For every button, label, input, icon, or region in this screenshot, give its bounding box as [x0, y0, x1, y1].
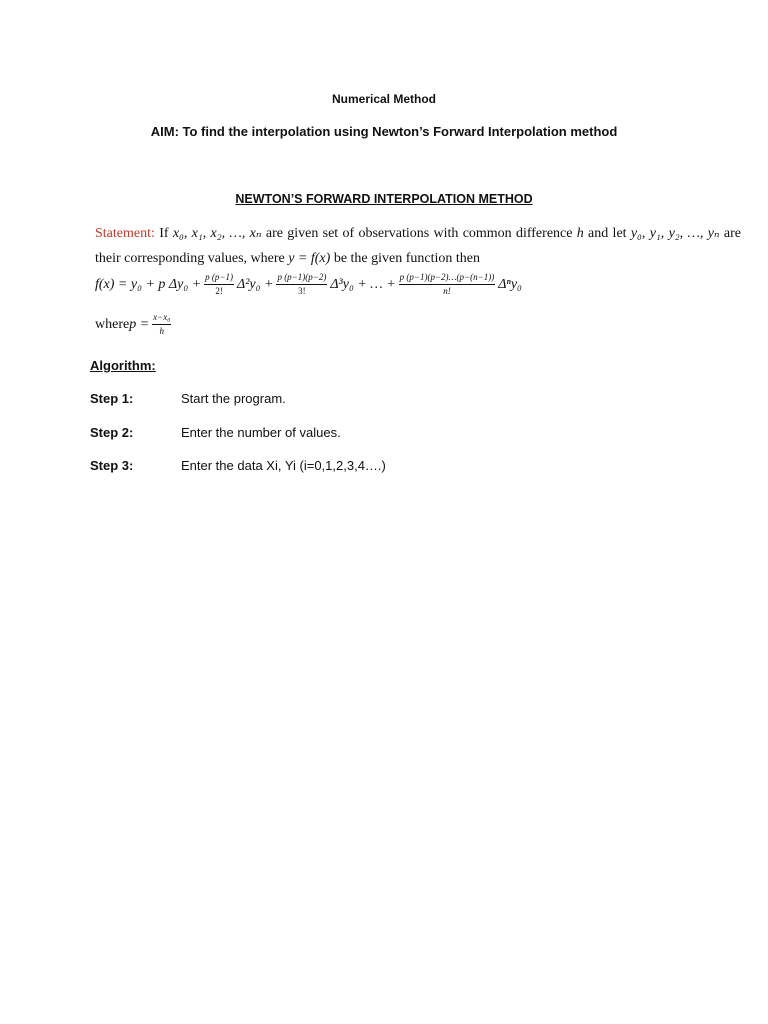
step-text: Enter the number of values.: [181, 425, 341, 440]
newton-forward-formula: [95, 272, 755, 297]
statement-line1-mid: are given set of observations with common difference: [261, 226, 577, 241]
aim-text: AIM: To find the interpolation using Newton’s Forward Interpolation method: [150, 124, 618, 139]
statement-line1-start: If: [159, 226, 173, 241]
step-label: Step 1:: [90, 391, 134, 406]
step-text: Start the program.: [181, 391, 286, 406]
fraction-2-denominator: 3!: [298, 286, 306, 296]
statement-paragraph: [95, 221, 741, 271]
fraction-3-numerator: p (p−1)(p−2)…(p−(n−1)): [399, 272, 496, 285]
algorithm-step-2: [90, 425, 341, 440]
values-list: y₀, y₁, y₂, …, yₙ: [630, 226, 720, 241]
function-expression: y = f(x): [288, 251, 331, 266]
step-label: Step 3:: [90, 458, 134, 473]
algorithm-step-3: [90, 458, 386, 473]
algorithm-heading: Algorithm:: [90, 358, 156, 373]
where-denominator: h: [159, 326, 164, 336]
where-numerator: x−x₀: [152, 312, 171, 325]
document-title: Numerical Method: [331, 92, 436, 106]
formula-term-2: Δ²y₀ +: [236, 276, 274, 292]
section-heading: NEWTON’S FORWARD INTERPOLATION METHOD: [235, 192, 533, 206]
formula-lhs: f(x) = y₀ + p Δy₀ +: [95, 276, 202, 292]
fraction-1-denominator: 2!: [215, 286, 223, 296]
algorithm-step-1: [90, 391, 286, 406]
where-clause: [95, 312, 174, 337]
formula-term-3: Δ³y₀ + … +: [330, 276, 396, 292]
formula-fraction-1: [204, 272, 234, 297]
statement-line2-end: be the given function then: [330, 251, 480, 266]
formula-fraction-2: [276, 272, 327, 297]
observations-list: x₀, x₁, x₂, …, xₙ: [172, 226, 262, 241]
where-prefix: where: [95, 316, 130, 332]
common-difference-symbol: h: [576, 226, 584, 241]
fraction-1-numerator: p (p−1): [204, 272, 234, 285]
step-text: Enter the data Xi, Yi (i=0,1,2,3,4….): [181, 458, 386, 473]
where-p-equals: p =: [129, 316, 150, 332]
fraction-3-denominator: n!: [443, 286, 451, 296]
where-fraction: [152, 312, 171, 337]
formula-fraction-3: [399, 272, 496, 297]
fraction-2-numerator: p (p−1)(p−2): [276, 272, 327, 285]
statement-line2-mid: are their corresponding values, where: [95, 226, 741, 266]
formula-term-4: Δⁿy₀: [498, 276, 522, 292]
step-label: Step 2:: [90, 425, 134, 440]
statement-line1-end: and let: [583, 226, 627, 241]
statement-label: Statement:: [95, 226, 155, 241]
